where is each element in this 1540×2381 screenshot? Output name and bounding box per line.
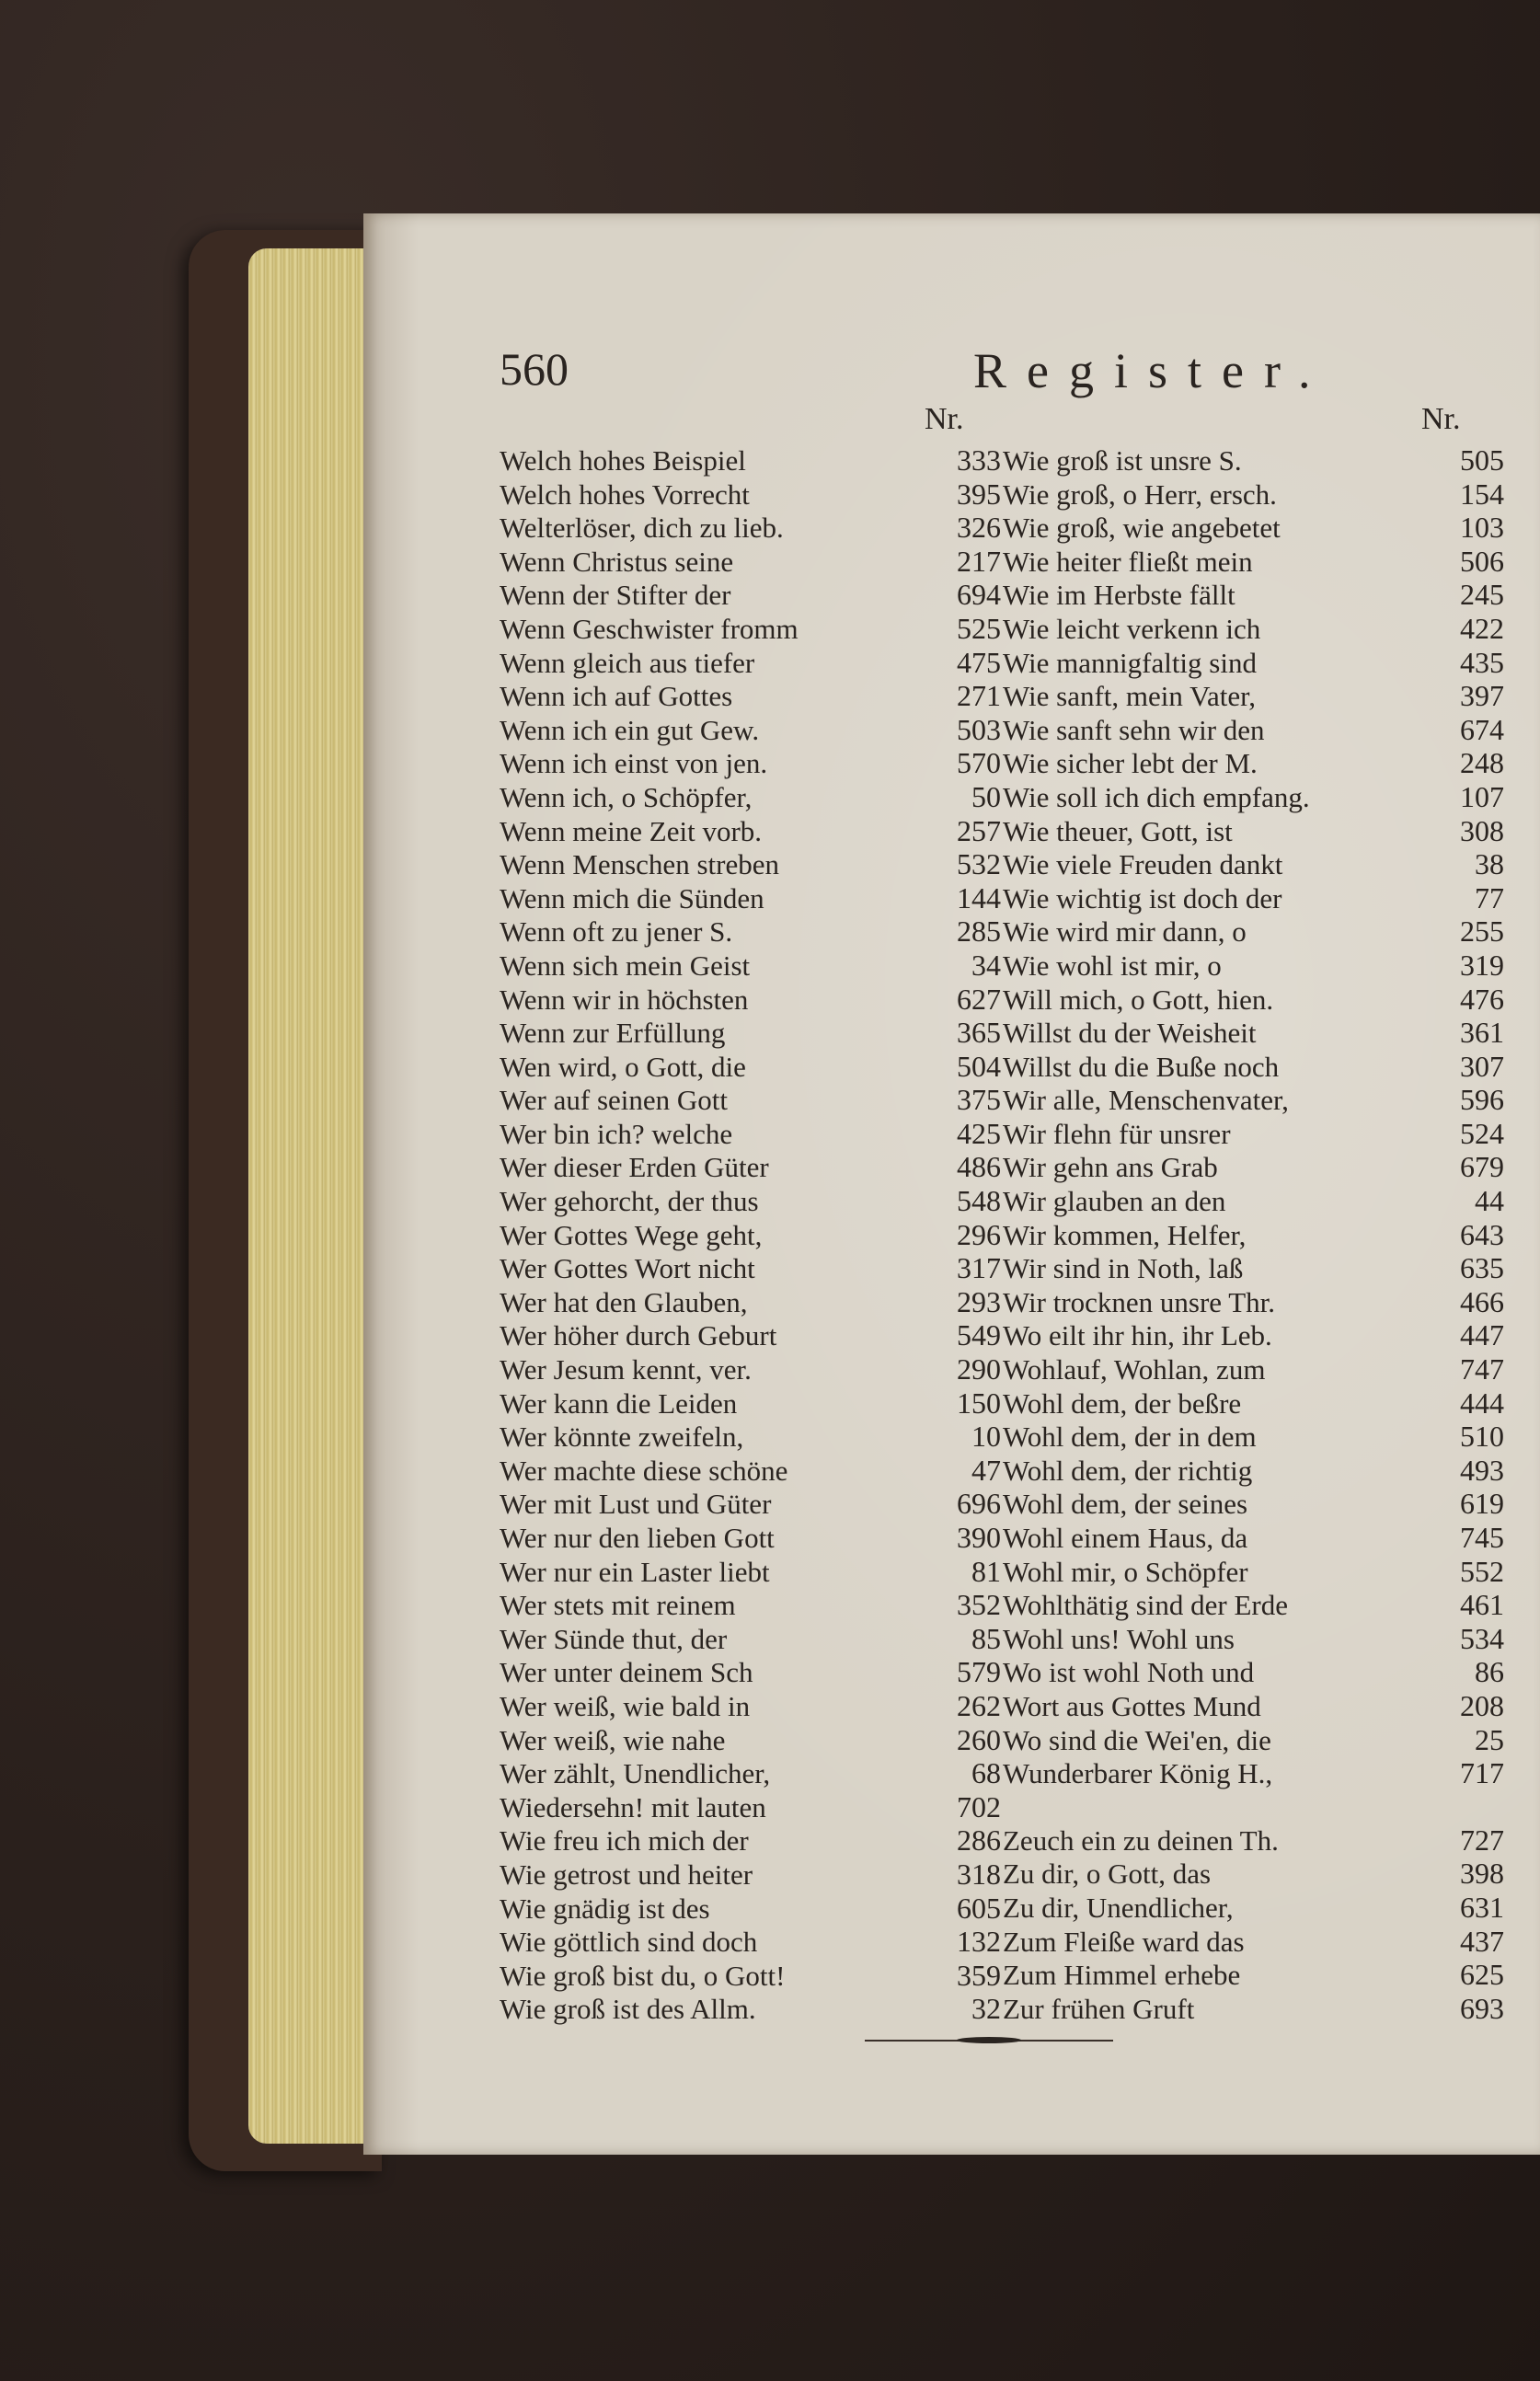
entry-number: 352 [957,1588,1001,1622]
column-header-right: Nr. [1421,402,1461,436]
entry-number: 107 [1460,779,1504,813]
entry-number: 524 [1460,1116,1504,1150]
index-entry [500,814,1001,848]
index-entry [500,1588,1001,1622]
entry-title: Wir trocknen unsre Thr. [1003,1285,1276,1318]
index-entry [1003,1958,1504,1992]
index-entry [500,1723,1001,1757]
entry-title: Welch hohes Beispiel [500,444,746,477]
index-entry [500,1050,1001,1084]
entry-number: 208 [1460,1688,1504,1722]
entry-title: Wenn meine Zeit vorb. [500,814,763,847]
index-entry [1003,1083,1504,1117]
entry-title: Wer Jesum kennt, ver. [500,1353,752,1386]
entry-number: 679 [1460,1150,1504,1184]
index-entry [1003,1251,1504,1285]
entry-number: 605 [957,1891,1001,1925]
entry-number: 262 [957,1688,1001,1722]
entry-number: 397 [1460,679,1504,713]
entry-title: Wer nur ein Laster liebt [500,1555,770,1588]
entry-title: Wie heiter fließt mein [1003,545,1253,578]
index-entry [1003,443,1504,477]
entry-number: 534 [1460,1621,1504,1655]
entry-number: 296 [957,1217,1001,1251]
entry-number: 635 [1460,1251,1504,1285]
index-entry [500,914,1001,949]
entry-number: 285 [957,914,1001,949]
index-entry [1003,1521,1504,1555]
index-entry [1003,1622,1504,1656]
entry-number: 727 [1460,1823,1504,1857]
entry-number: 504 [957,1049,1001,1083]
index-entry [1003,1420,1504,1454]
index-entry [1003,881,1504,915]
index-entry [1003,477,1504,512]
entry-number: 34 [971,948,1001,982]
index-entry [500,881,1001,915]
index-entry [1003,1689,1504,1723]
index-entry [1003,814,1504,848]
entry-number: 549 [957,1318,1001,1352]
entry-title: Wo ist wohl Noth und [1003,1656,1255,1689]
page-title: Register. [973,343,1331,398]
index-entry [500,1790,1001,1824]
entry-number: 86 [1475,1655,1504,1689]
entry-title: Zum Fleiße ward das [1003,1925,1245,1958]
entry-title: Wie mannigfaltig sind [1003,646,1257,679]
entry-title: Wenn der Stifter der [500,579,731,612]
index-entry [1003,511,1504,545]
entry-title: Wie groß ist des Allm. [500,1993,756,2026]
entry-number: 398 [1460,1857,1504,1891]
entry-title: Wo sind die Wei'en, die [1003,1723,1271,1756]
entry-number: 365 [957,1016,1001,1050]
entry-number: 693 [1460,1991,1504,2025]
index-entry [500,1823,1001,1858]
index-entry [1003,1454,1504,1488]
index-entry [1003,1386,1504,1421]
entry-number: 308 [1460,813,1504,847]
entry-number: 77 [1475,880,1504,914]
index-entry [500,1251,1001,1285]
entry-number: 318 [957,1857,1001,1891]
index-entry [1003,1117,1504,1151]
entry-number: 81 [971,1554,1001,1588]
entry-number: 375 [957,1083,1001,1117]
entry-number: 319 [1460,948,1504,982]
entry-title: Wer mit Lust und Güter [500,1488,772,1521]
entry-title: Wo eilt ihr hin, ihr Leb. [1003,1319,1272,1352]
entry-title: Wie groß ist unsre S. [1003,444,1242,477]
entry-title: Wen wird, o Gott, die [500,1050,746,1083]
entry-number: 532 [957,847,1001,881]
entry-number: 85 [971,1621,1001,1655]
entry-title: Willst du der Weisheit [1003,1017,1257,1050]
index-entry [500,1420,1001,1454]
entry-title: Wer stets mit reinem [500,1589,736,1622]
entry-number: 317 [957,1251,1001,1285]
index-entry [500,1454,1001,1488]
entry-number: 570 [957,746,1001,780]
entry-number: 293 [957,1284,1001,1318]
entry-title: Wir alle, Menschenvater, [1003,1084,1289,1117]
entry-title: Wohl dem, der beßre [1003,1386,1242,1420]
index-entry [500,949,1001,983]
entry-title: Wie groß bist du, o Gott! [500,1959,786,1992]
entry-title: Welterlöser, dich zu lieb. [500,512,784,545]
entry-title: Wie theuer, Gott, ist [1003,814,1233,847]
index-entry [500,1622,1001,1656]
entry-number: 435 [1460,645,1504,679]
entry-title: Wer nur den lieben Gott [500,1522,775,1554]
entry-number: 260 [957,1722,1001,1756]
entry-number: 32 [971,1992,1001,2026]
entry-title: Wer weiß, wie bald in [500,1689,751,1722]
entry-number: 361 [1460,1016,1504,1050]
entry-number: 493 [1460,1453,1504,1487]
entry-title: Wohl dem, der in dem [1003,1421,1257,1454]
entry-number: 506 [1460,544,1504,578]
index-entry [1003,1184,1504,1218]
entry-number: 476 [1460,982,1504,1016]
entry-title: Wenn mich die Sünden [500,881,764,914]
entry-number: 696 [957,1487,1001,1521]
entry-title: Wir kommen, Helfer, [1003,1218,1247,1251]
entry-title: Zur frühen Gruft [1003,1992,1195,2025]
index-entry [500,1992,1001,2026]
entry-number: 326 [957,511,1001,545]
entry-title: Wir flehn für unsrer [1003,1117,1231,1150]
index-entry [1003,1016,1504,1050]
entry-number: 747 [1460,1352,1504,1386]
entry-number: 625 [1460,1958,1504,1992]
index-entry [500,545,1001,579]
entry-number: 25 [1475,1722,1504,1756]
entry-number: 437 [1460,1924,1504,1958]
index-entry [1003,1857,1504,1891]
entry-title: Zum Himmel erhebe [1003,1959,1241,1992]
index-entry [1003,1150,1504,1184]
entry-title: Wenn wir in höchsten [500,983,749,1016]
entry-number: 286 [957,1823,1001,1858]
entry-title: Wie leicht verkenn ich [1003,612,1261,645]
entry-number: 271 [957,679,1001,713]
book-page [363,213,1540,2155]
entry-title: Wenn Menschen streben [500,848,779,881]
index-entry [1003,983,1504,1017]
index-entry [1003,1352,1504,1386]
index-entry [1003,1655,1504,1689]
entry-title: Wenn ich auf Gottes [500,680,733,713]
entry-title: Wohl einem Haus, da [1003,1522,1248,1554]
index-entry [500,1218,1001,1252]
entry-title: Wir gehn ans Grab [1003,1151,1218,1184]
entry-title: Zeuch ein zu deinen Th. [1003,1823,1279,1857]
index-entry [1003,1487,1504,1521]
index-entry [500,477,1001,512]
index-entry [1003,780,1504,814]
entry-number: 307 [1460,1049,1504,1083]
index-entry [500,1016,1001,1050]
entry-number: 466 [1460,1284,1504,1318]
index-entry [1003,646,1504,680]
entry-number: 359 [957,1958,1001,1992]
entry-title: Wenn oft zu jener S. [500,915,733,949]
entry-number: 395 [957,477,1001,511]
page-edges [248,248,377,2144]
entry-number: 333 [957,443,1001,477]
running-head [500,342,1530,407]
entry-number: 257 [957,813,1001,847]
entry-title: Wohl uns! Wohl uns [1003,1622,1235,1655]
index-entry [500,847,1001,881]
entry-title: Wohl dem, der richtig [1003,1454,1253,1487]
entry-title: Wer unter deinem Sch [500,1656,753,1689]
entry-number: 475 [957,645,1001,679]
entry-number: 255 [1460,914,1504,949]
index-entry [500,1318,1001,1352]
entry-number: 552 [1460,1554,1504,1588]
index-entry [1003,746,1504,780]
entry-title: Wie viele Freuden dankt [1003,848,1283,881]
entry-title: Wer dieser Erden Güter [500,1151,769,1184]
index-entry [1003,1555,1504,1589]
entry-number: 50 [971,779,1001,813]
entry-title: Wenn ich einst von jen. [500,747,768,780]
entry-title: Wie freu ich mich der [500,1824,749,1858]
entry-number: 144 [957,880,1001,914]
index-entry [500,780,1001,814]
index-entry [500,1285,1001,1319]
index-column-left [500,443,1001,2026]
index-entry [500,713,1001,747]
entry-title: Wie wohl ist mir, o [1003,949,1222,982]
index-entry [1003,713,1504,747]
page-number: 560 [500,343,569,395]
index-entry [500,1184,1001,1218]
index-entry [500,511,1001,545]
entry-number: 44 [1475,1184,1504,1218]
entry-title: Wer höher durch Geburt [500,1319,777,1352]
entry-title: Wie getrost und heiter [500,1858,753,1891]
index-entry [500,1352,1001,1386]
index-entry [500,1925,1001,1959]
index-entry [500,1756,1001,1790]
entry-title: Wer auf seinen Gott [500,1084,728,1117]
index-entry [1003,679,1504,713]
entry-number: 627 [957,982,1001,1016]
index-entry [1003,545,1504,579]
index-entry [500,1117,1001,1151]
entry-title: Wohl mir, o Schöpfer [1003,1555,1248,1588]
index-entry [1003,1218,1504,1252]
entry-number: 510 [1460,1420,1504,1454]
index-entry [500,1959,1001,1993]
entry-title: Wir glauben an den [1003,1185,1226,1218]
entry-title: Wer Gottes Wege geht, [500,1218,763,1251]
entry-number: 717 [1460,1756,1504,1790]
entry-title: Wenn Geschwister fromm [500,612,799,645]
index-entry [1003,914,1504,949]
entry-title: Wie göttlich sind doch [500,1926,758,1959]
entry-number: 461 [1460,1588,1504,1622]
entry-number: 245 [1460,578,1504,612]
entry-title: Willst du die Buße noch [1003,1050,1280,1083]
entry-title: Welch hohes Vorrecht [500,477,750,511]
entry-title: Wohlauf, Wohlan, zum [1003,1353,1266,1386]
entry-title: Wie wichtig ist doch der [1003,881,1282,914]
entry-number: 702 [957,1789,1001,1823]
entry-title: Wer kann die Leiden [500,1386,738,1420]
entry-title: Will mich, o Gott, hien. [1003,983,1274,1016]
entry-title: Wer zählt, Unendlicher, [500,1757,771,1790]
entry-number: 248 [1460,746,1504,780]
entry-title: Wie soll ich dich empfang. [1003,780,1310,813]
entry-title: Wie sanft, mein Vater, [1003,680,1256,713]
entry-number: 444 [1460,1386,1504,1420]
index-entry [1003,578,1504,612]
entry-number: 390 [957,1521,1001,1554]
entry-number: 674 [1460,712,1504,746]
index-entry [500,1655,1001,1689]
index-entry [500,1521,1001,1555]
index-entry [500,679,1001,713]
entry-number: 643 [1460,1217,1504,1251]
entry-number: 150 [957,1386,1001,1420]
entry-title: Wenn ich ein gut Gew. [500,713,760,746]
index-entry [500,646,1001,680]
entry-title: Zu dir, Unendlicher, [1003,1891,1234,1924]
entry-title: Wie sanft sehn wir den [1003,713,1265,746]
entry-title: Wer machte diese schöne [500,1454,788,1487]
entry-title: Wie groß, wie angebetet [1003,512,1281,545]
index-entry [1003,1588,1504,1622]
index-entry [500,1689,1001,1723]
entry-title: Wer hat den Glauben, [500,1285,748,1318]
index-entry [1003,1891,1504,1925]
entry-title: Wer könnte zweifeln, [500,1421,744,1454]
entry-title: Wie sicher lebt der M. [1003,747,1258,780]
index-entry [1003,1723,1504,1757]
entry-number: 525 [957,611,1001,645]
entry-title: Wir sind in Noth, laß [1003,1252,1244,1285]
entry-number: 631 [1460,1890,1504,1924]
entry-title: Wiedersehn! mit lauten [500,1790,766,1823]
index-entry [500,1150,1001,1184]
entry-number: 619 [1460,1487,1504,1521]
entry-number: 503 [957,712,1001,746]
entry-number: 694 [957,578,1001,612]
entry-title: Wort aus Gottes Mund [1003,1689,1261,1722]
index-entry [1003,1285,1504,1319]
entry-number: 505 [1460,443,1504,477]
index-entry [500,612,1001,646]
entry-number: 425 [957,1116,1001,1150]
index-entry [1003,1823,1504,1858]
entry-number: 132 [957,1925,1001,1959]
entry-number: 68 [971,1756,1001,1790]
entry-title: Wenn zur Erfüllung [500,1017,726,1050]
entry-number: 596 [1460,1083,1504,1117]
index-entry [1003,847,1504,881]
index-entry [500,1083,1001,1117]
index-entry [1003,949,1504,983]
entry-number: 217 [957,544,1001,578]
entry-number: 447 [1460,1318,1504,1352]
entry-number: 579 [957,1655,1001,1689]
index-entry [500,1858,1001,1892]
entry-number: 548 [957,1184,1001,1218]
entry-title: Wenn ich, o Schöpfer, [500,780,753,813]
entry-number: 745 [1460,1521,1504,1554]
entry-number: 486 [957,1150,1001,1184]
entry-title: Wenn gleich aus tiefer [500,646,755,679]
entry-title: Wie gnädig ist des [500,1892,710,1925]
entry-title: Wer Gottes Wort nicht [500,1252,755,1285]
end-ornament-rule [865,2040,1113,2042]
entry-number: 47 [971,1453,1001,1487]
entry-title: Wie groß, o Herr, ersch. [1003,477,1277,511]
index-entry [500,578,1001,612]
entry-title: Wie wird mir dann, o [1003,915,1247,949]
column-header-left: Nr. [925,402,964,436]
entry-title: Wer gehorcht, der thus [500,1185,759,1218]
entry-title: Wenn Christus seine [500,545,734,578]
entry-title: Wunderbarer König H., [1003,1757,1273,1790]
index-entry [1003,1756,1504,1790]
index-entry [1003,1318,1504,1352]
entry-number: 38 [1475,847,1504,881]
index-entry [500,983,1001,1017]
entry-number: 103 [1460,511,1504,545]
index-entry [500,746,1001,780]
index-column-right [1003,443,1504,2025]
index-entry [500,443,1001,477]
index-entry [1003,1992,1504,2026]
index-entry [1003,1925,1504,1959]
entry-title: Wer Sünde thut, der [500,1622,728,1655]
index-entry [1003,1050,1504,1084]
index-entry [500,1892,1001,1926]
index-entry [500,1487,1001,1521]
index-entry [500,1555,1001,1589]
index-entry [500,1386,1001,1421]
entry-title: Zu dir, o Gott, das [1003,1858,1212,1891]
entry-title: Wer bin ich? welche [500,1117,733,1150]
entry-title: Wenn sich mein Geist [500,949,751,982]
entry-title: Wohl dem, der seines [1003,1488,1248,1521]
entry-number: 290 [957,1352,1001,1386]
entry-number: 10 [971,1420,1001,1454]
entry-number: 154 [1460,477,1504,511]
index-entry [1003,612,1504,646]
entry-number: 422 [1460,611,1504,645]
entry-title: Wer weiß, wie nahe [500,1723,726,1756]
entry-title: Wohlthätig sind der Erde [1003,1589,1289,1622]
entry-title: Wie im Herbste fällt [1003,579,1235,612]
